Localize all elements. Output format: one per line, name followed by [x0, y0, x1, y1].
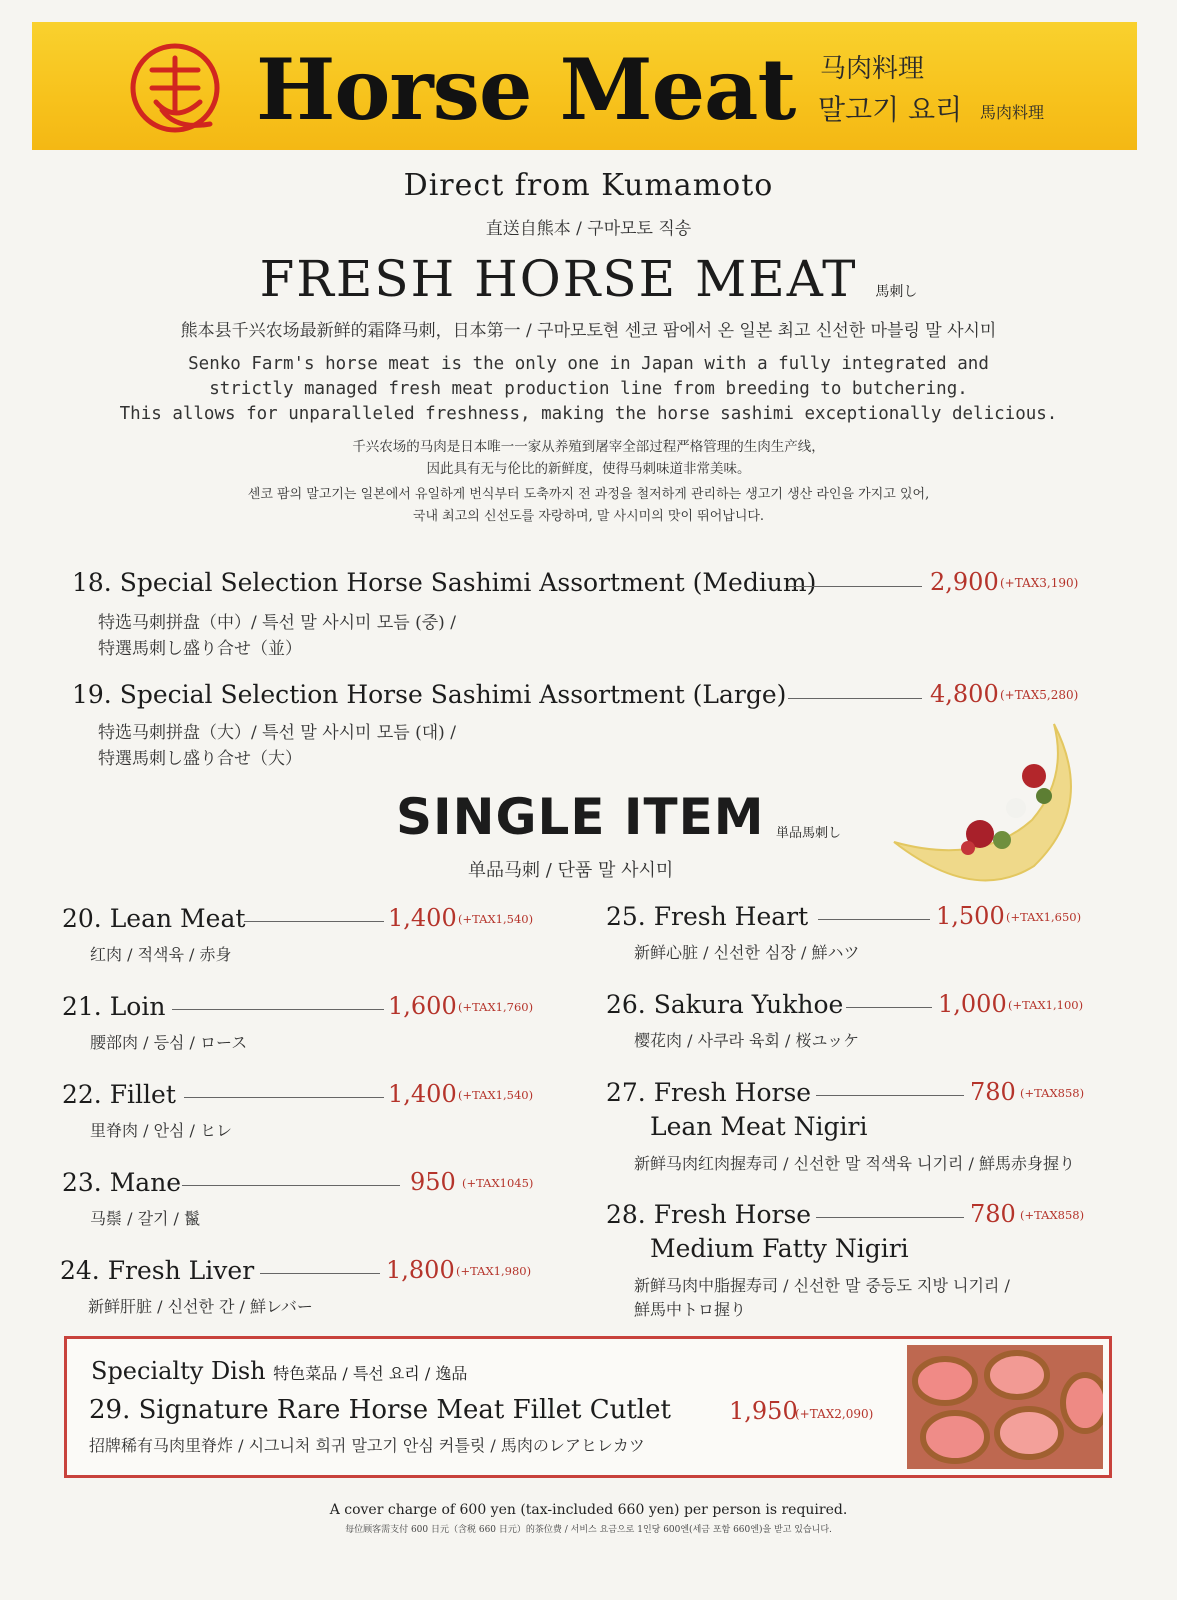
menu-item-29-price: 1,950 — [729, 1397, 798, 1425]
single-item-title: SINGLE ITEM — [396, 788, 765, 846]
item-sub: 新鲜肝脏 / 신선한 간 / 鮮レバー — [88, 1297, 313, 1316]
fresh-cjk-line: 熊本县千兴农场最新鲜的霜降马刺，日本第一 / 구마모토현 센코 팜에서 온 일본 최고 신선한 마블링 말 사시미 — [180, 321, 997, 341]
description-cn — [0, 436, 1177, 480]
item-price: 1,500 — [936, 902, 1005, 930]
item-name: 22. Fillet — [62, 1080, 176, 1109]
single-item-sub: 单品马刺 / 단품 말 사시미 — [468, 860, 674, 881]
leader-line — [172, 1009, 384, 1010]
leader-line — [184, 1097, 384, 1098]
fresh-title-text: FRESH HORSE MEAT — [259, 250, 858, 308]
item-price: 2,900 — [930, 568, 999, 596]
fresh-description — [0, 352, 1177, 427]
title-sub-jp: 馬肉料理 — [980, 103, 1045, 122]
desc-line-3: This allows for unparalleled freshness, making the horse sashimi exceptionally delicious. — [119, 404, 1058, 424]
item-tax: (+TAX1,100) — [1008, 998, 1084, 1012]
single-item-small: 単品馬刺し — [776, 826, 842, 841]
desc-kr-2: 국내 최고의 신선도를 자랑하며, 말 사시미의 맛이 뛰어납니다. — [412, 509, 765, 524]
direct-subheading: 直送自熊本 / 구마모토 직송 — [485, 219, 692, 239]
item-name-line2: Lean Meat Nigiri — [650, 1112, 868, 1141]
item-tax: (+TAX1,980) — [456, 1264, 532, 1278]
sashimi-plate-image — [884, 716, 1090, 886]
direct-heading: Direct from Kumamoto — [403, 168, 774, 203]
horse-logo-icon — [122, 40, 228, 136]
item-tax: (+TAX1,540) — [458, 912, 534, 926]
leader-line — [816, 1217, 964, 1218]
item-price: 780 — [970, 1078, 1016, 1106]
item-name: 19. Special Selection Horse Sashimi Assortment (Large) — [72, 680, 787, 709]
item-price: 950 — [410, 1168, 456, 1196]
item-name: 23. Mane — [62, 1168, 182, 1197]
description-kr — [0, 484, 1177, 528]
cover-charge-note-cjk: 每位顾客需支付 600 日元（含税 660 日元）的茶位费 / 서비스 요금으로 1인당 600엔(세금 포함 660엔)을 받고 있습니다. — [345, 1525, 832, 1535]
leader-line — [788, 698, 922, 699]
leader-line — [182, 1185, 400, 1186]
item-sub: 里脊肉 / 안심 / ヒレ — [90, 1121, 233, 1140]
specialty-box — [64, 1336, 1112, 1478]
fresh-title-small: 馬刺し — [875, 284, 918, 300]
item-sub-2: 特選馬刺し盛り合せ（大） — [98, 749, 302, 769]
leader-line — [846, 1007, 932, 1008]
item-sub-1: 特选马刺拼盘（大）/ 특선 말 사시미 모듬 (대) / — [98, 723, 456, 743]
item-sub: 红肉 / 적색육 / 赤身 — [90, 945, 232, 964]
cover-charge-note: A cover charge of 600 yen (tax-included 660 yen) per person is required. — [329, 1502, 848, 1518]
desc-cn-2: 因此具有无与伦比的新鲜度，使得马刺味道非常美味。 — [426, 461, 751, 477]
item-sub — [634, 1274, 1010, 1322]
leader-line — [816, 1095, 964, 1096]
leader-line — [818, 919, 930, 920]
item-sub: 新鲜马肉红肉握寿司 / 신선한 말 적색육 니기리 / 鮮馬赤身握り — [634, 1154, 1075, 1173]
item-price: 1,400 — [388, 1080, 457, 1108]
item-sub-line2: 鮮馬中トロ握り — [634, 1300, 747, 1319]
item-name: 25. Fresh Heart — [606, 902, 809, 931]
title-sub-cn: 马肉料理 — [820, 54, 925, 84]
menu-item-29-sub: 招牌稀有马肉里脊炸 / 시그니처 희귀 말고기 안심 커틀릿 / 馬肉のレアヒレカツ — [89, 1436, 645, 1455]
item-name: 20. Lean Meat — [62, 904, 246, 933]
item-name: 26. Sakura Yukhoe — [606, 990, 844, 1019]
desc-line-2: strictly managed fresh meat production line from breeding to butchering. — [209, 379, 968, 399]
fresh-section-title — [0, 250, 1177, 308]
leader-line — [244, 921, 384, 922]
leader-line — [788, 586, 922, 587]
item-tax: (+TAX5,280) — [1000, 688, 1079, 702]
specialty-heading — [91, 1357, 467, 1385]
item-tax: (+TAX1,540) — [458, 1088, 534, 1102]
item-sub: 腰部肉 / 등심 / ロース — [90, 1033, 248, 1052]
cutlet-image — [907, 1345, 1103, 1469]
item-sub-2: 特選馬刺し盛り合せ（並） — [98, 639, 302, 659]
item-sub: 马鬃 / 갈기 / 鬣 — [90, 1209, 201, 1228]
item-sub-line1: 新鲜马肉中脂握寿司 / 신선한 말 중등도 지방 니기리 / — [634, 1276, 1010, 1295]
page-title: Horse Meat — [256, 40, 796, 139]
item-price: 780 — [970, 1200, 1016, 1228]
item-tax: (+TAX1,760) — [458, 1000, 534, 1014]
item-name: 21. Loin — [62, 992, 166, 1021]
specialty-head-text: Specialty Dish — [91, 1357, 266, 1385]
item-tax: (+TAX1045) — [462, 1176, 534, 1190]
item-price: 1,800 — [386, 1256, 455, 1284]
desc-line-1: Senko Farm's horse meat is the only one in Japan with a fully integrated and — [188, 354, 989, 374]
item-sub: 新鲜心脏 / 신선한 심장 / 鮮ハツ — [634, 943, 860, 962]
item-name: 27. Fresh Horse — [606, 1078, 812, 1107]
item-price: 4,800 — [930, 680, 999, 708]
item-tax: (+TAX858) — [1020, 1086, 1085, 1100]
desc-cn-1: 千兴农场的马肉是日本唯一一家从养殖到屠宰全部过程严格管理的生肉生产线， — [352, 439, 825, 455]
desc-kr-1: 센코 팜의 말고기는 일본에서 유일하게 번식부터 도축까지 전 과정을 철저하게 관리하는 생고기 생산 라인을 가지고 있어, — [247, 487, 930, 502]
item-sub: 樱花肉 / 사쿠라 육회 / 桜ユッケ — [634, 1031, 860, 1050]
item-tax: (+TAX1,650) — [1006, 910, 1082, 924]
item-price: 1,600 — [388, 992, 457, 1020]
item-price: 1,000 — [938, 990, 1007, 1018]
item-name: 18. Special Selection Horse Sashimi Assortment (Medium) — [72, 568, 817, 597]
leader-line — [260, 1273, 380, 1274]
item-tax: (+TAX3,190) — [1000, 576, 1079, 590]
item-name-line2: Medium Fatty Nigiri — [650, 1234, 909, 1263]
item-price: 1,400 — [388, 904, 457, 932]
menu-item-29-tax: (+TAX2,090) — [795, 1407, 874, 1421]
item-tax: (+TAX858) — [1020, 1208, 1085, 1222]
item-name: 28. Fresh Horse — [606, 1200, 812, 1229]
item-name: 24. Fresh Liver — [60, 1256, 255, 1285]
menu-item-29-name: 29. Signature Rare Horse Meat Fillet Cutlet — [89, 1395, 671, 1425]
specialty-head-cjk: 特色菜品 / 특선 요리 / 逸品 — [273, 1364, 468, 1383]
item-sub-1: 特选马刺拼盘（中）/ 특선 말 사시미 모듬 (중) / — [98, 613, 456, 633]
title-sub-kr: 말고기 요리 — [818, 93, 963, 126]
